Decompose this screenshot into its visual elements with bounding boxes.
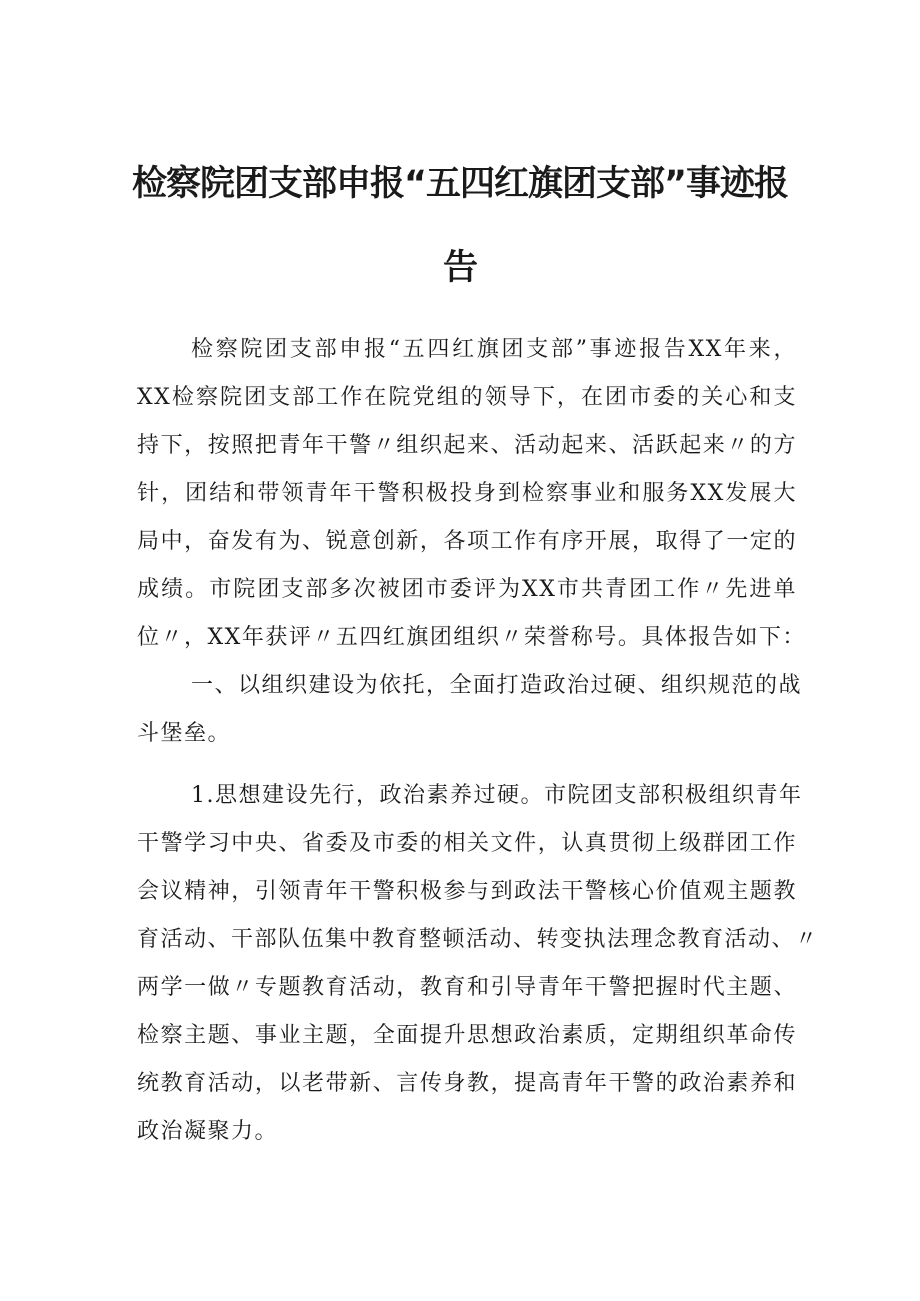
paragraph-line: 检察主题、事业主题，全面提升思想政治素质，定期组织革命传 (137, 1023, 797, 1048)
paragraph-line: 统教育活动，以老带新、言传身教，提高青年干警的政治素养和 (137, 1071, 797, 1096)
paragraph-line: 政治凝聚力。 (137, 1119, 279, 1144)
paragraph-line: 检察院团支部申报“五四红旗团支部”事迹报告XX年来， (191, 337, 797, 362)
paragraph-line: 持下，按照把青年干警〃组织起来、活动起来、活跃起来〃的方 (137, 433, 797, 458)
paragraph-line: 针，团结和带领青年干警积极投身到检察事业和服务XX发展大 (137, 481, 797, 506)
paragraph-line: 干警学习中央、省委及市委的相关文件，认真贯彻上级群团工作 (137, 831, 797, 856)
paragraph-line: 斗堡垒。 (137, 721, 232, 746)
document-title-line-1: 检察院团支部申报“五四红旗团支部”事迹报 (131, 164, 788, 204)
paragraph-line: 局中，奋发有为、锐意创新，各项工作有序开展，取得了一定的 (137, 529, 797, 554)
paragraph-line: 成绩。市院团支部多次被团市委评为XX市共青团工作〃先进单 (137, 577, 797, 602)
paragraph-line: XX检察院团支部工作在院党组的领导下，在团市委的关心和支 (137, 385, 797, 410)
paragraph-line: 会议精神，引领青年干警积极参与到政法干警核心价值观主题教 (137, 879, 797, 904)
paragraph-line: 育活动、干部队伍集中教育整顿活动、转变执法理念教育活动、〃 (137, 927, 819, 952)
paragraph-line: 两学一做〃专题教育活动，教育和引导青年干警把握时代主题、 (137, 975, 797, 1000)
paragraph-line: 一、以组织建设为依托，全面打造政治过硬、组织规范的战 (191, 673, 803, 698)
paragraph-line: 1.思想建设先行，政治素养过硬。市院团支部积极组织青年 (191, 783, 803, 808)
document-title-line-2: 告 (442, 248, 477, 288)
paragraph-line: 位〃，XX年获评〃五四红旗团组织〃荣誉称号。具体报告如下： (137, 625, 806, 650)
